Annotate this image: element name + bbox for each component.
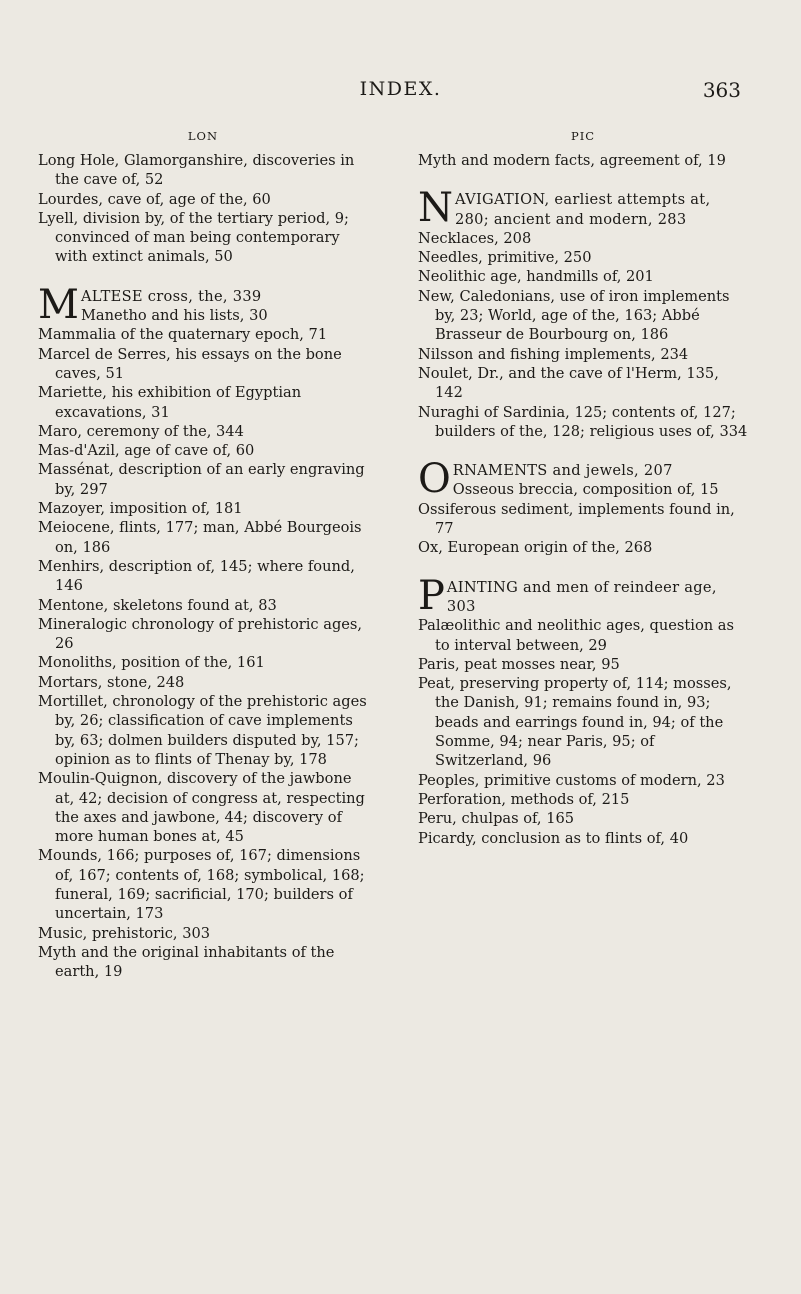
index-entry: Mammalia of the quaternary epoch, 71 (38, 326, 328, 344)
entry-group-m-cont (418, 151, 748, 170)
guide-word-left: LON (187, 129, 219, 143)
index-entry: RNAMENTS and jewels, 207 (452, 462, 673, 480)
section-o (418, 456, 748, 503)
index-entry: AVIGATION, earliest attempts at, 280; ancient and modern, 283 (455, 191, 711, 228)
section-n (418, 185, 748, 232)
right-column (418, 128, 748, 848)
index-entry: Mazoyer, imposition of, 181 (38, 500, 243, 518)
entry-group-o (418, 500, 748, 558)
index-entry: Manetho and his lists, 30 (80, 307, 268, 325)
index-entry: Marcel de Serres, his essays on the bone caves, 51 (38, 345, 342, 382)
index-entry: Mortillet, chronology of the prehistoric ages by, 26; classification of cave implements by, 63; dolmen builders disputed by, 157; opinion as to flints of Thenay by, 178 (38, 693, 367, 768)
index-entry: Needles, primitive, 250 (418, 249, 592, 267)
index-entry: Lyell, division by, of the tertiary period, 9; convinced of man being contemporary with extinct animals, 50 (38, 209, 349, 266)
index-entry: AINTING and men of reindeer age, 303 (446, 578, 717, 615)
index-entry: Palæolithic and neolithic ages, question as to interval between, 29 (418, 617, 734, 654)
page-header (0, 78, 801, 108)
index-entry: Ossiferous sediment, implements found in, 77 (418, 500, 735, 538)
drop-cap-n: N (418, 185, 453, 232)
guide-word-right: PIC (570, 129, 596, 143)
index-entry: Lourdes, cave of, age of the, 60 (38, 190, 271, 208)
entry-group-n (418, 229, 748, 441)
entry-group-l (38, 151, 368, 267)
index-entry: Peoples, primitive customs of modern, 23 (418, 771, 725, 789)
index-entry: Nilsson and fishing implements, 234 (418, 345, 689, 363)
index-entry: Nuraghi of Sardinia, 125; contents of, 127; builders of the, 128; religious uses of, 334 (418, 403, 748, 440)
entry-group-m (38, 325, 368, 981)
index-entry: Long Hole, Glamorganshire, discoveries in the cave of, 52 (38, 152, 355, 189)
index-entry: Necklaces, 208 (418, 229, 532, 247)
index-entry: Menhirs, description of, 145; where found, 146 (38, 557, 355, 595)
page-number: 363 (702, 78, 741, 102)
index-entry: Peru, chulpas of, 165 (418, 810, 575, 828)
index-entry: Paris, peat mosses near, 95 (418, 655, 620, 673)
index-entry: Myth and the original inhabitants of the earth, 19 (38, 943, 335, 981)
index-entry: Myth and modern facts, agreement of, 19 (418, 152, 726, 169)
index-entry: Neolithic age, handmills of, 201 (418, 268, 654, 286)
index-entry: Meiocene, flints, 177; man, Abbé Bourgeois on, 186 (38, 519, 362, 556)
index-entry: Ox, European origin of the, 268 (418, 539, 653, 557)
running-title: INDEX. (359, 78, 442, 100)
section-m (38, 281, 368, 328)
left-column (38, 128, 368, 981)
drop-cap-m: M (38, 281, 79, 328)
index-entry: Mas-d'Azil, age of cave of, 60 (38, 442, 255, 460)
index-entry: ALTESE cross, the, 339 (80, 287, 262, 305)
index-entry: New, Caledonians, use of iron implements by, 23; World, age of the, 163; Abbé Brasseur de Bourbourg on, 186 (418, 287, 730, 344)
index-entry: Mounds, 166; purposes of, 167; dimensions of, 167; contents of, 168; symbolical, 168; funeral, 169; sacrificial, 170; builders of uncertain, 173 (38, 847, 365, 923)
section-p (418, 572, 748, 619)
index-entry: Music, prehistoric, 303 (38, 924, 211, 942)
index-entry: Perforation, methods of, 215 (418, 790, 630, 808)
index-entry: Peat, preserving property of, 114; mosses, the Danish, 91; remains found in, 93; beads and earrings found in, 94; of the Somme, 94; near Paris, 95; of Switzerland, 96 (418, 675, 732, 770)
drop-cap-p: P (418, 572, 445, 619)
index-entry: Picardy, conclusion as to flints of, 40 (418, 829, 689, 847)
index-entry: Osseous breccia, composition of, 15 (452, 481, 719, 499)
entry-group-p (418, 616, 748, 848)
drop-cap-o: O (418, 456, 451, 503)
index-entry: Mariette, his exhibition of Egyptian excavations, 31 (38, 384, 302, 421)
index-entry: Moulin-Quignon, discovery of the jawbone at, 42; decision of congress at, respecting the axes and jawbone, 44; discovery of more human bones at, 45 (38, 770, 365, 846)
index-entry: Mineralogic chronology of prehistoric ages, 26 (38, 615, 363, 653)
index-entry: Mentone, skeletons found at, 83 (38, 596, 277, 614)
index-entry: Massénat, description of an early engraving by, 297 (38, 461, 365, 498)
index-entry: Noulet, Dr., and the cave of l'Herm, 135, 142 (418, 364, 719, 402)
index-entry: Maro, ceremony of the, 344 (38, 422, 244, 440)
index-entry: Monoliths, position of the, 161 (38, 654, 265, 672)
index-entry: Mortars, stone, 248 (38, 673, 185, 691)
